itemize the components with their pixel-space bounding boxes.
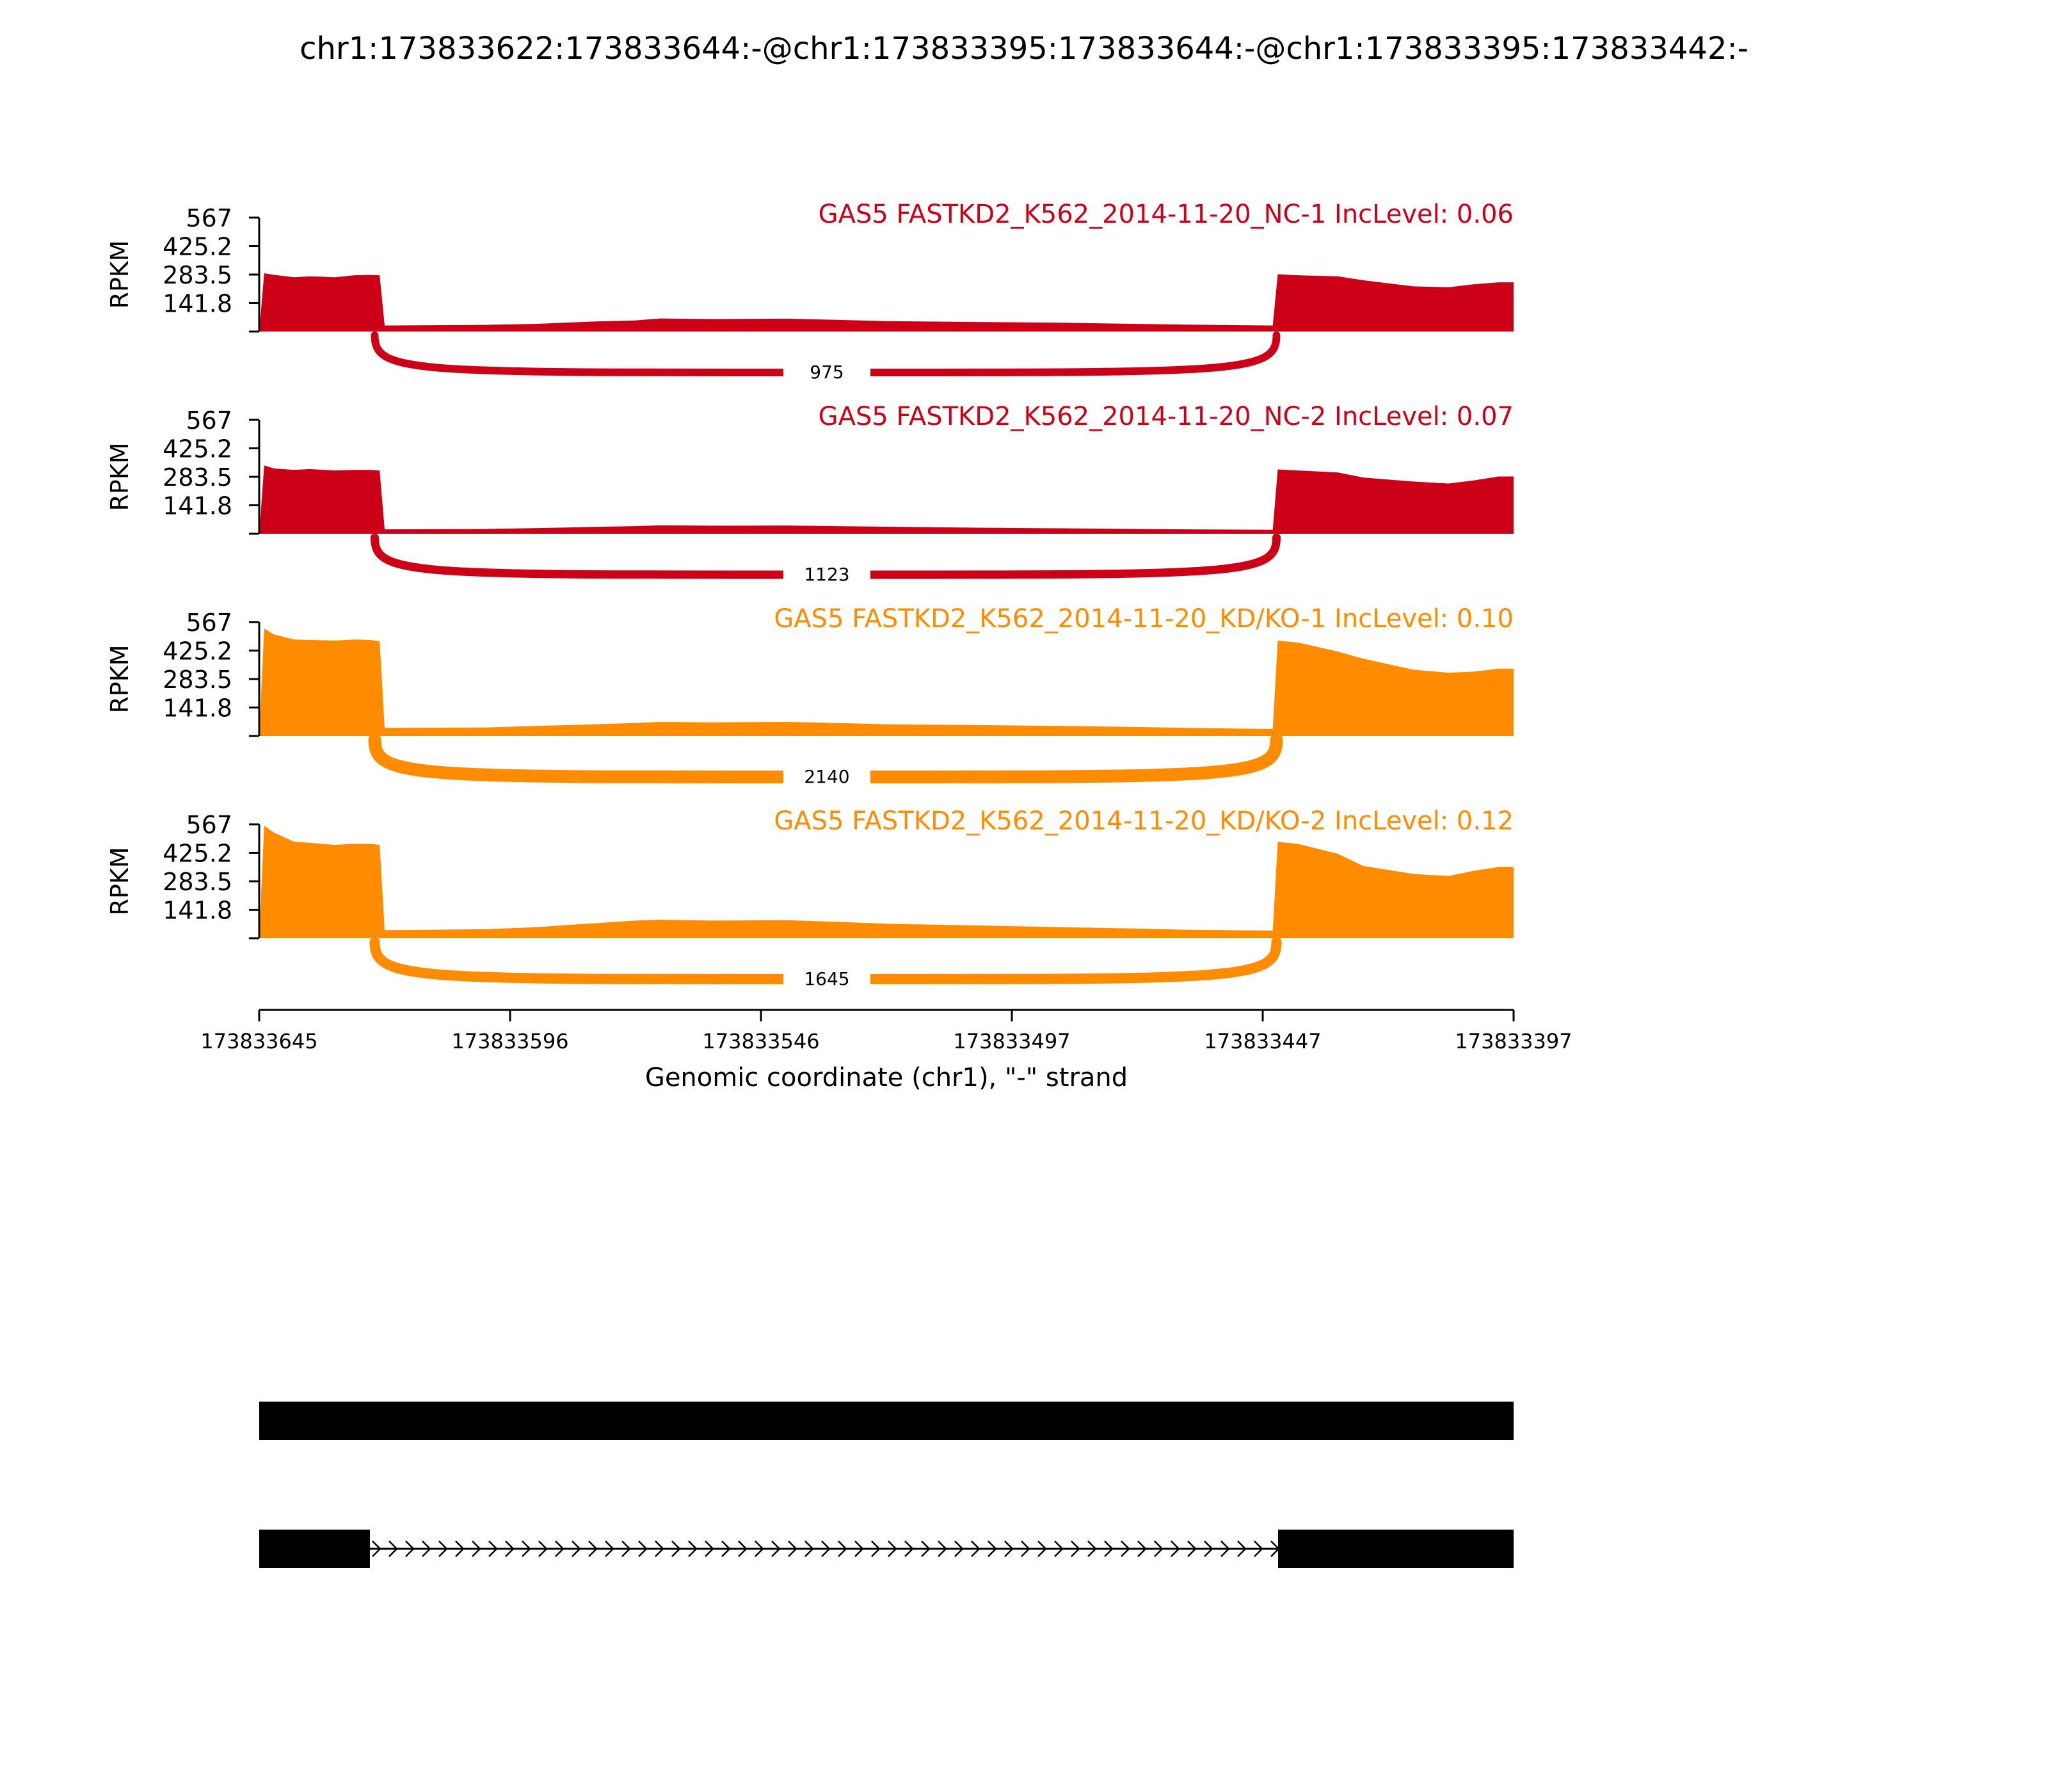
y-tick-label: 141.8 (163, 492, 232, 520)
y-axis-label: RPKM (106, 644, 134, 714)
y-tick-label: 567 (186, 811, 232, 839)
x-tick-label: 173833447 (1204, 1029, 1322, 1053)
track-title: GAS5 FASTKD2_K562_2014-11-20_NC-2 IncLevel: 0.07 (818, 402, 1514, 431)
coverage-area (259, 273, 1514, 332)
x-axis-label: Genomic coordinate (chr1), "-" strand (644, 1063, 1128, 1092)
y-tick-label: 283.5 (163, 463, 232, 492)
exon-right-block (1278, 1530, 1514, 1568)
full-transcript-bar (259, 1402, 1514, 1440)
y-tick-label: 425.2 (163, 839, 232, 868)
gene-model (259, 1402, 1514, 1568)
x-axis (200, 1010, 1572, 1053)
track-nc-1 (106, 200, 1514, 387)
y-axis-label: RPKM (106, 847, 134, 916)
junction-count-label: 975 (810, 362, 844, 383)
coverage-area (259, 465, 1514, 534)
track-title: GAS5 FASTKD2_K562_2014-11-20_KD/KO-1 IncLevel: 0.10 (774, 604, 1514, 634)
track-nc-2 (106, 402, 1514, 589)
y-tick-label: 283.5 (163, 261, 232, 289)
coverage-area (259, 826, 1514, 938)
y-tick-label: 567 (186, 609, 232, 637)
y-tick-label: 141.8 (163, 289, 232, 318)
x-tick-label: 173833645 (200, 1029, 318, 1053)
y-tick-label: 425.2 (163, 435, 232, 463)
x-tick-label: 173833546 (702, 1029, 820, 1053)
track-kdko-1 (106, 604, 1514, 791)
y-tick-label: 141.8 (163, 694, 232, 723)
coverage-area (259, 628, 1514, 736)
junction-count-label: 1123 (804, 564, 850, 585)
x-tick-label: 173833497 (953, 1029, 1071, 1053)
track-title: GAS5 FASTKD2_K562_2014-11-20_KD/KO-2 IncLevel: 0.12 (774, 806, 1514, 836)
y-tick-label: 283.5 (163, 868, 232, 896)
exon-left-block (259, 1530, 370, 1568)
track-title: GAS5 FASTKD2_K562_2014-11-20_NC-1 IncLevel: 0.06 (818, 200, 1514, 229)
y-tick-label: 283.5 (163, 666, 232, 694)
plot-title: chr1:173833622:173833644:-@chr1:173833395:173833644:-@chr1:173833395:173833442:- (300, 31, 1748, 67)
y-tick-label: 567 (186, 204, 232, 232)
junction-count-label: 1645 (804, 968, 850, 989)
junction-count-label: 2140 (804, 766, 850, 787)
y-axis-label: RPKM (106, 240, 134, 309)
y-tick-label: 141.8 (163, 896, 232, 925)
x-tick-label: 173833397 (1455, 1029, 1572, 1053)
track-kdko-2 (106, 806, 1514, 993)
y-tick-label: 425.2 (163, 232, 232, 261)
y-axis-label: RPKM (106, 442, 134, 511)
y-tick-label: 425.2 (163, 637, 232, 666)
y-tick-label: 567 (186, 406, 232, 435)
x-tick-label: 173833596 (451, 1029, 569, 1053)
